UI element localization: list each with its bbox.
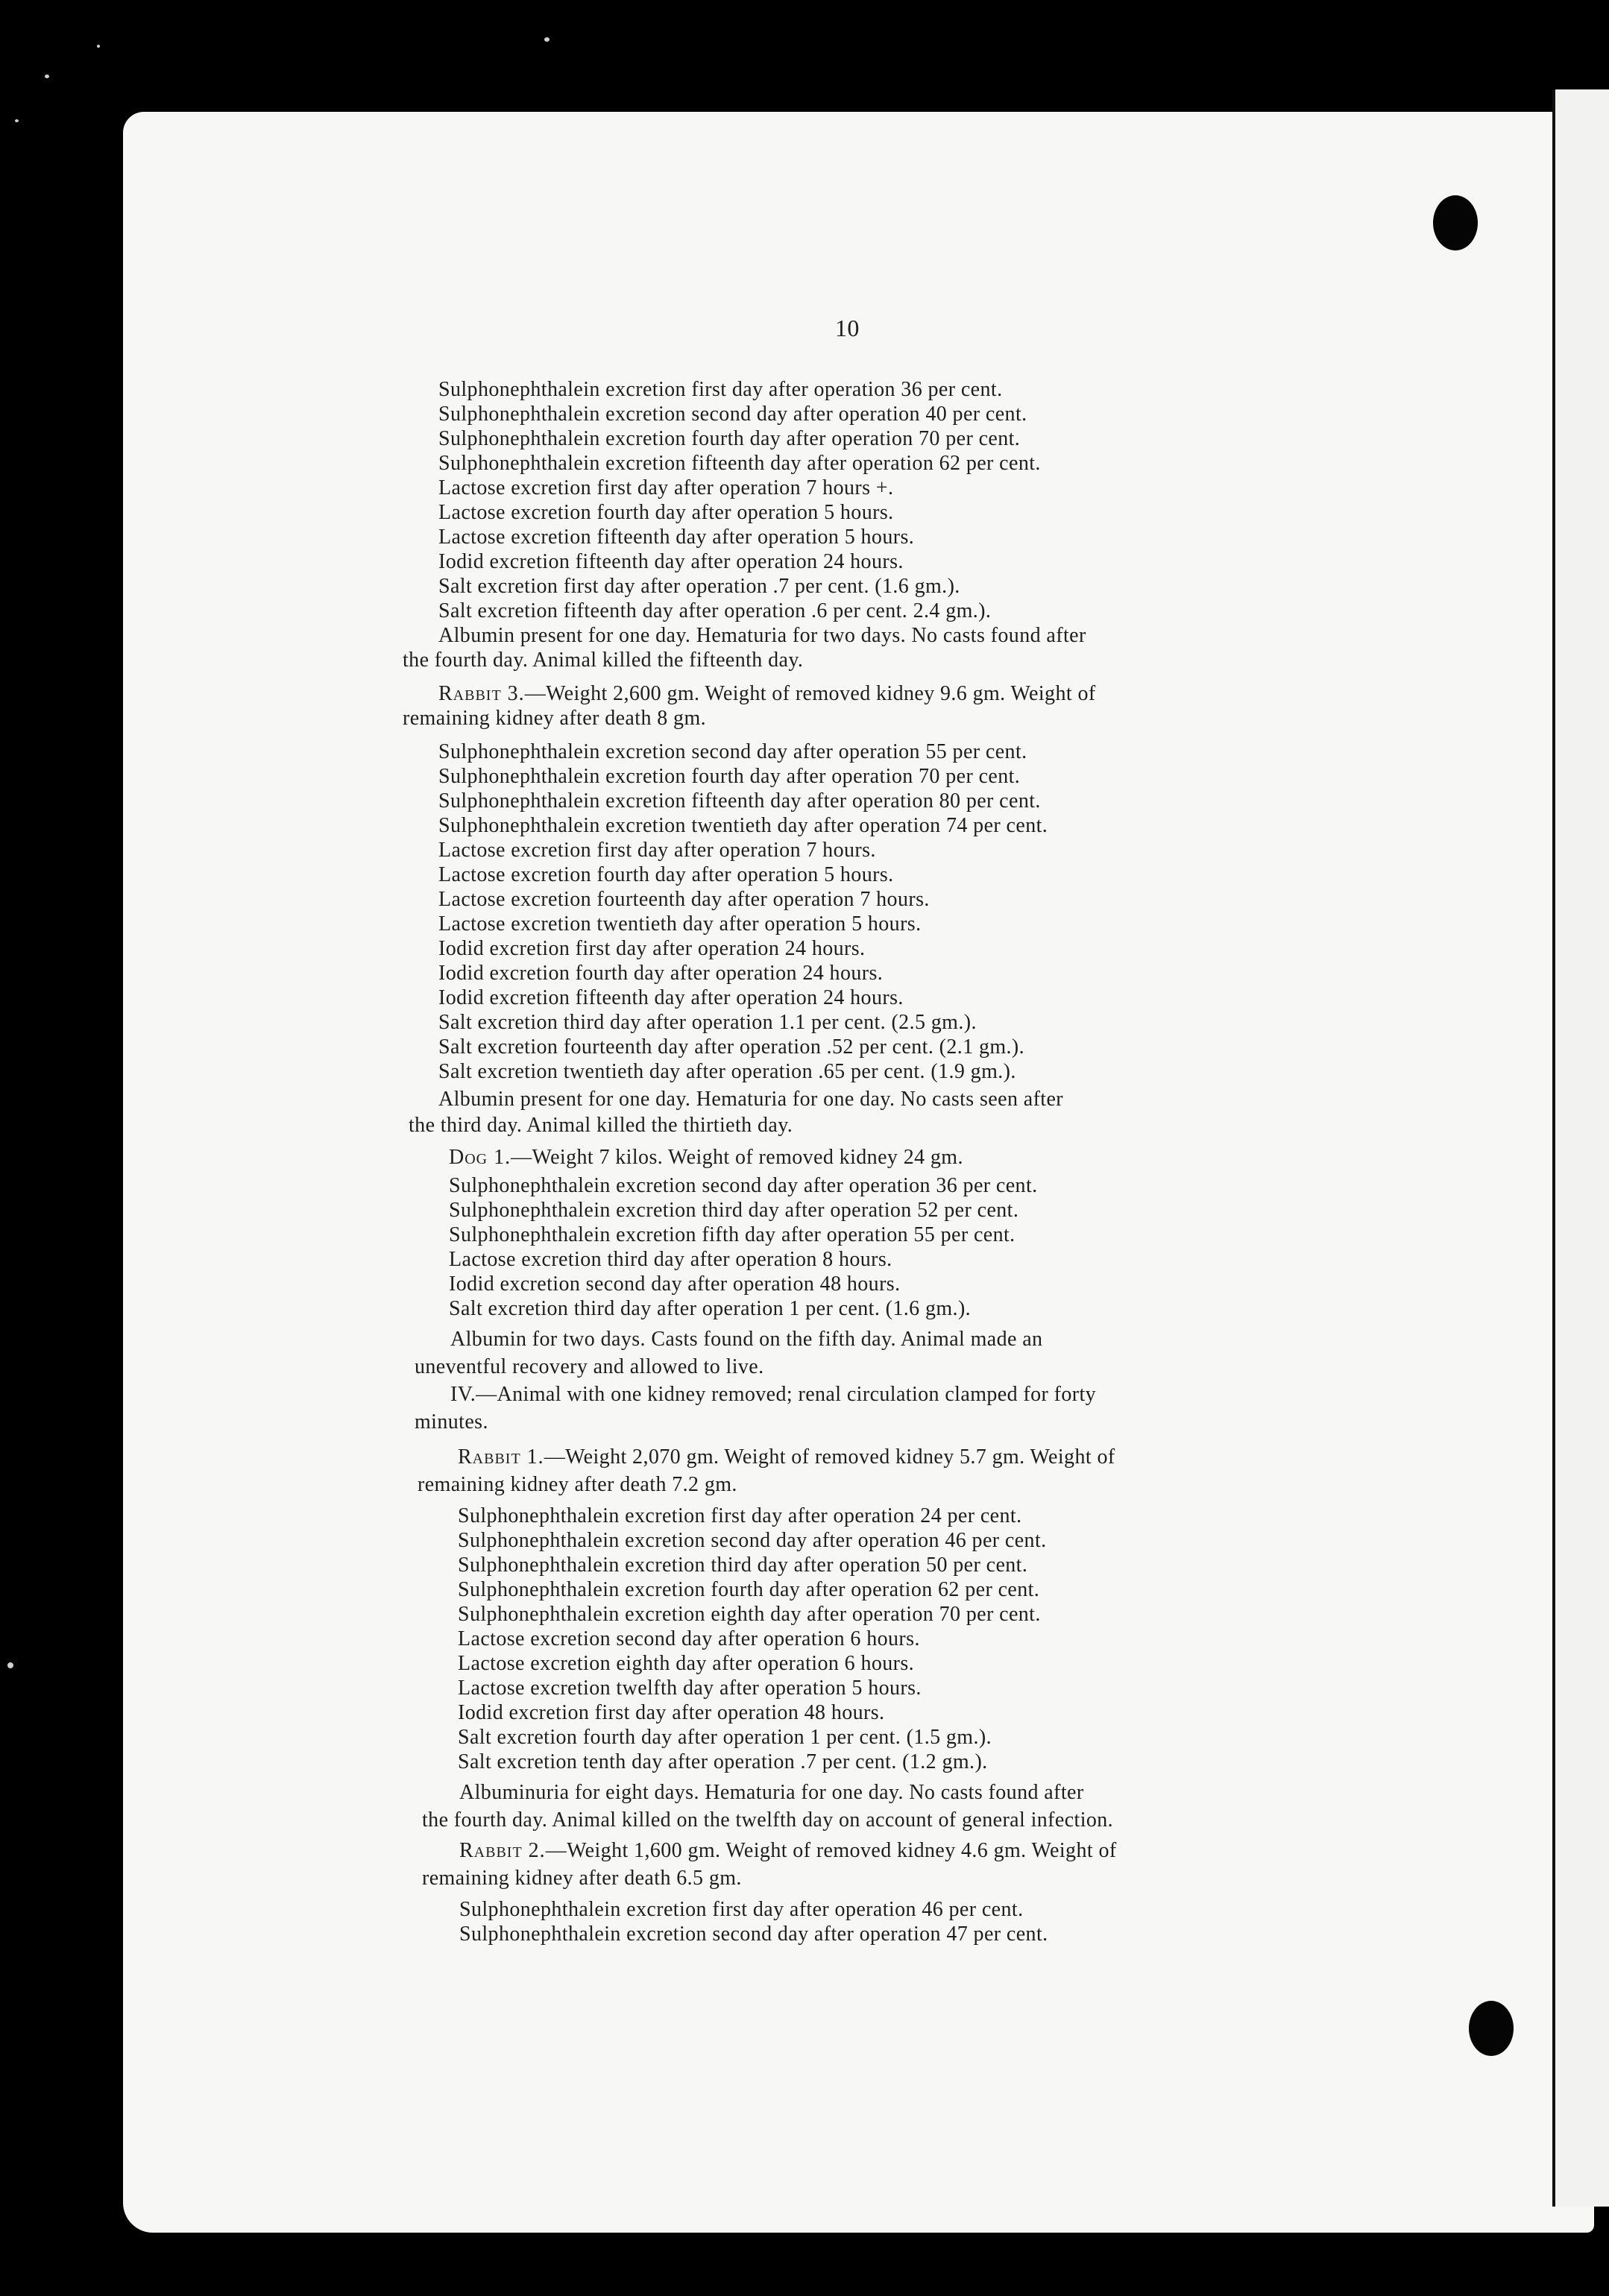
text-line: Lactose excretion fourth day after operation 5 hours. xyxy=(438,863,894,886)
text-line: Albuminuria for eight days. Hematuria for one day. No casts found after xyxy=(459,1781,1084,1804)
text-line: Sulphonephthalein excretion fourth day after operation 62 per cent. xyxy=(458,1578,1040,1601)
section-heading-line: Rabbit 2.—Weight 1,600 gm. Weight of removed kidney 4.6 gm. Weight of xyxy=(459,1839,1117,1862)
text-line: Sulphonephthalein excretion fifteenth day after operation 80 per cent. xyxy=(438,789,1041,813)
text-line: Lactose excretion twentieth day after operation 5 hours. xyxy=(438,912,922,936)
text-line: uneventful recovery and allowed to live. xyxy=(415,1355,764,1378)
text-line: the fourth day. Animal killed the fifteenth day. xyxy=(403,649,804,672)
text-line: IV.—Animal with one kidney removed; renal circulation clamped for forty xyxy=(450,1383,1097,1406)
text-line: Sulphonephthalein excretion fourth day after operation 70 per cent. xyxy=(438,427,1021,450)
text-line: Salt excretion tenth day after operation .7 per cent. (1.2 gm.). xyxy=(458,1750,988,1773)
text-line: Salt excretion third day after operation 1 per cent. (1.6 gm.). xyxy=(449,1297,972,1320)
text-line: minutes. xyxy=(415,1410,488,1434)
section-heading: Rabbit 2. xyxy=(459,1839,546,1862)
text-line: Lactose excretion third day after operation 8 hours. xyxy=(449,1248,892,1271)
text-line: Sulphonephthalein excretion second day after operation 36 per cent. xyxy=(449,1174,1038,1197)
text-line: Lactose excretion second day after operation 6 hours. xyxy=(458,1627,920,1650)
text-line: the third day. Animal killed the thirtieth day. xyxy=(409,1114,793,1137)
text-line: Sulphonephthalein excretion second day after operation 46 per cent. xyxy=(458,1529,1047,1552)
text-line: Salt excretion fifteenth day after operation .6 per cent. 2.4 gm.). xyxy=(438,599,992,622)
text-line: Salt excretion first day after operation .7 per cent. (1.6 gm.). xyxy=(438,575,960,598)
text-line: Lactose excretion fourteenth day after operation 7 hours. xyxy=(438,888,930,911)
text-line: Salt excretion third day after operation 1.1 per cent. (2.5 gm.). xyxy=(438,1011,977,1034)
section-heading: Rabbit 1. xyxy=(458,1445,544,1469)
section-heading-line: Rabbit 3.—Weight 2,600 gm. Weight of removed kidney 9.6 gm. Weight of xyxy=(438,682,1096,705)
text-line: remaining kidney after death 7.2 gm. xyxy=(418,1473,737,1496)
text-line: Sulphonephthalein excretion eighth day after operation 70 per cent. xyxy=(458,1603,1041,1626)
section-heading: Dog 1. xyxy=(449,1146,511,1169)
text-line: Albumin present for one day. Hematuria for two days. No casts found after xyxy=(438,624,1086,647)
text-line: Iodid excretion fifteenth day after operation 24 hours. xyxy=(438,550,904,573)
text-line: Sulphonephthalein excretion second day after operation 40 per cent. xyxy=(438,403,1027,426)
text-line: Sulphonephthalein excretion first day after operation 24 per cent. xyxy=(458,1504,1022,1527)
text-line: Sulphonephthalein excretion fifth day after operation 55 per cent. xyxy=(449,1223,1016,1246)
text-line: Salt excretion twentieth day after operation .65 per cent. (1.9 gm.). xyxy=(438,1060,1016,1083)
text-line: Lactose excretion fourth day after operation 5 hours. xyxy=(438,501,894,524)
text-line: Sulphonephthalein excretion first day after operation 36 per cent. xyxy=(438,378,1003,401)
text-line: Lactose excretion first day after operation 7 hours. xyxy=(438,839,876,862)
text-line: Sulphonephthalein excretion second day after operation 47 per cent. xyxy=(459,1923,1048,1946)
section-heading-line: Rabbit 1.—Weight 2,070 gm. Weight of removed kidney 5.7 gm. Weight of xyxy=(458,1445,1115,1469)
text-line: Sulphonephthalein excretion second day after operation 55 per cent. xyxy=(438,740,1027,763)
text-line: Sulphonephthalein excretion fourth day after operation 70 per cent. xyxy=(438,765,1021,788)
text-line: remaining kidney after death 6.5 gm. xyxy=(422,1867,742,1890)
text-line: Lactose excretion twelfth day after operation 5 hours. xyxy=(458,1677,922,1700)
text-line: Sulphonephthalein excretion third day after operation 52 per cent. xyxy=(449,1199,1019,1222)
text-line: Lactose excretion eighth day after operation 6 hours. xyxy=(458,1652,915,1675)
text-line: Albumin for two days. Casts found on the fifth day. Animal made an xyxy=(450,1328,1043,1351)
text-line: Iodid excretion second day after operation 48 hours. xyxy=(449,1272,901,1296)
text-line: Salt excretion fourteenth day after operation .52 per cent. (2.1 gm.). xyxy=(438,1035,1025,1059)
section-heading-line: Dog 1.—Weight 7 kilos. Weight of removed kidney 24 gm. xyxy=(449,1146,963,1169)
text-line: Iodid excretion fifteenth day after operation 24 hours. xyxy=(438,986,904,1009)
text-line: Iodid excretion fourth day after operation 24 hours. xyxy=(438,962,884,985)
text-line: remaining kidney after death 8 gm. xyxy=(403,707,707,730)
text-line: Sulphonephthalein excretion twentieth day after operation 74 per cent. xyxy=(438,814,1048,837)
text-line: the fourth day. Animal killed on the twelfth day on account of general infection. xyxy=(422,1808,1114,1832)
text-line: Sulphonephthalein excretion third day after operation 50 per cent. xyxy=(458,1554,1028,1577)
text-line: Salt excretion fourth day after operation 1 per cent. (1.5 gm.). xyxy=(458,1726,992,1749)
text-line: Albumin present for one day. Hematuria for one day. No casts seen after xyxy=(438,1088,1064,1111)
text-line: Lactose excretion fifteenth day after operation 5 hours. xyxy=(438,526,915,549)
text-line: Sulphonephthalein excretion fifteenth day after operation 62 per cent. xyxy=(438,452,1041,475)
text-line: Iodid excretion first day after operation 48 hours. xyxy=(458,1701,885,1724)
text-line: Iodid excretion first day after operation 24 hours. xyxy=(438,937,866,960)
page-number: 10 xyxy=(835,315,860,341)
text-line: Lactose excretion first day after operation 7 hours +. xyxy=(438,476,894,499)
text-line: Sulphonephthalein excretion first day after operation 46 per cent. xyxy=(459,1898,1024,1921)
section-heading: Rabbit 3. xyxy=(438,682,525,705)
